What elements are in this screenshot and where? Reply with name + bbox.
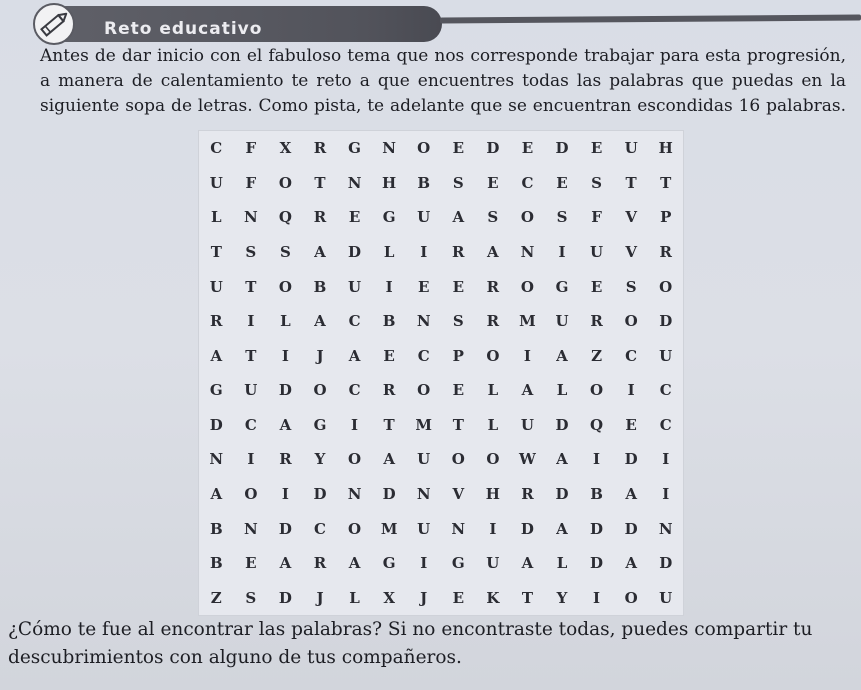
- grid-cell: F: [245, 139, 257, 158]
- grid-cell: D: [278, 588, 292, 607]
- grid-cell: T: [245, 277, 257, 296]
- grid-cell: I: [593, 450, 601, 469]
- grid-cell: I: [281, 484, 289, 503]
- grid-cell: E: [521, 139, 534, 158]
- grid-cell: S: [452, 173, 464, 192]
- grid-cell: G: [382, 554, 396, 573]
- grid-cell: L: [211, 208, 222, 227]
- grid-cell: I: [420, 242, 428, 261]
- grid-cell: G: [348, 139, 361, 158]
- grid-cell: C: [659, 415, 672, 434]
- grid-cell: U: [659, 588, 673, 607]
- grid-cell: C: [348, 312, 361, 331]
- grid-cell: I: [523, 346, 531, 365]
- grid-cell: M: [380, 519, 398, 538]
- question-line: descubrimientos con alguno de tus compañeros.: [8, 647, 462, 668]
- grid-cell: G: [209, 381, 223, 400]
- grid-cell: G: [382, 208, 396, 227]
- grid-cell: H: [658, 139, 673, 158]
- grid-cell: A: [314, 312, 326, 331]
- grid-cell: I: [662, 484, 670, 503]
- grid-cell: S: [245, 588, 257, 607]
- grid-cell: U: [624, 139, 638, 158]
- grid-cell: I: [593, 588, 601, 607]
- intro-line: a manera de calentamiento te reto a que encuentres todas las palabras que puedas en la: [40, 71, 846, 91]
- grid-cell: E: [625, 415, 637, 434]
- grid-cell: I: [281, 346, 289, 365]
- grid-cell: E: [383, 346, 395, 365]
- grid-cell: D: [209, 415, 223, 434]
- grid-cell: Q: [278, 208, 292, 227]
- grid-cell: U: [659, 346, 673, 365]
- grid-cell: Y: [556, 588, 568, 607]
- grid-cell: N: [243, 519, 258, 538]
- grid-cell: E: [348, 208, 361, 227]
- grid-cell: L: [556, 554, 568, 573]
- grid-cell: D: [348, 242, 362, 261]
- grid-cell: O: [417, 139, 431, 158]
- grid-cell: R: [452, 242, 465, 261]
- grid-cell: A: [348, 554, 361, 573]
- grid-cell: K: [486, 588, 500, 607]
- grid-cell: A: [279, 554, 292, 573]
- grid-cell: I: [558, 242, 566, 261]
- grid-cell: F: [245, 173, 257, 192]
- grid-cell: A: [625, 484, 637, 503]
- grid-cell: N: [347, 484, 362, 503]
- section-title: Reto educativo: [104, 19, 263, 39]
- grid-cell: X: [279, 139, 292, 158]
- grid-cell: R: [659, 242, 672, 261]
- grid-cell: I: [489, 519, 497, 538]
- grid-cell: S: [245, 242, 257, 261]
- grid-cell: D: [520, 519, 534, 538]
- grid-cell: G: [451, 554, 465, 573]
- grid-cell: O: [486, 346, 500, 365]
- grid-cell: R: [210, 312, 223, 331]
- grid-cell: S: [280, 242, 291, 261]
- grid-cell: D: [590, 519, 604, 538]
- grid-cell: O: [348, 519, 362, 538]
- grid-cell: A: [556, 450, 568, 469]
- grid-cell: A: [521, 381, 534, 400]
- grid-cell: R: [382, 381, 396, 400]
- grid-cell: T: [452, 415, 464, 434]
- grid-cell: B: [313, 277, 327, 296]
- grid-cell: T: [383, 415, 395, 434]
- intro-line: Antes de dar inicio con el fabuloso tema que nos corresponde trabajar para esta progresión,: [40, 46, 846, 66]
- grid-cell: L: [349, 588, 360, 607]
- grid-cell: C: [659, 381, 672, 400]
- grid-cell: T: [625, 173, 637, 192]
- grid-cell: A: [210, 484, 223, 503]
- grid-cell: D: [555, 415, 569, 434]
- grid-cell: D: [382, 484, 396, 503]
- grid-cell: W: [518, 450, 536, 469]
- grid-cell: N: [347, 173, 362, 192]
- grid-cell: C: [244, 415, 257, 434]
- word-search-grid: [198, 130, 684, 616]
- grid-cell: B: [209, 519, 223, 538]
- grid-cell: N: [382, 139, 396, 158]
- grid-cell: A: [348, 346, 361, 365]
- grid-cell: T: [210, 242, 222, 261]
- grid-cell: L: [556, 381, 568, 400]
- grid-cell: R: [313, 554, 327, 573]
- grid-cell: T: [314, 173, 326, 192]
- grid-cell: E: [590, 277, 603, 296]
- grid-cell: O: [520, 208, 534, 227]
- grid-cell: N: [243, 208, 258, 227]
- grid-cell: E: [487, 173, 499, 192]
- pencil-icon: [32, 2, 76, 46]
- grid-cell: Y: [314, 450, 326, 469]
- grid-cell: V: [625, 208, 637, 227]
- grid-cell: L: [487, 381, 499, 400]
- grid-cell: U: [590, 242, 604, 261]
- grid-cell: E: [452, 277, 464, 296]
- grid-cell: I: [247, 312, 255, 331]
- grid-cell: D: [659, 312, 673, 331]
- grid-cell: U: [486, 554, 500, 573]
- grid-cell: E: [590, 139, 603, 158]
- grid-cell: D: [486, 139, 500, 158]
- grid-cell: V: [625, 242, 637, 261]
- grid-cell: D: [278, 519, 292, 538]
- grid-cell: L: [280, 312, 291, 331]
- grid-cell: U: [209, 173, 223, 192]
- grid-cell: I: [662, 450, 670, 469]
- grid-cell: A: [279, 415, 292, 434]
- grid-cell: X: [383, 588, 395, 607]
- grid-cell: C: [521, 173, 534, 192]
- grid-cell: S: [487, 208, 499, 227]
- grid-cell: E: [452, 588, 464, 607]
- grid-cell: E: [245, 554, 257, 573]
- grid-cell: F: [591, 208, 602, 227]
- grid-cell: A: [521, 554, 534, 573]
- grid-cell: C: [348, 381, 361, 400]
- grid-cell: D: [624, 519, 638, 538]
- grid-cell: D: [590, 554, 604, 573]
- grid-cell: U: [348, 277, 362, 296]
- grid-cell: B: [382, 312, 396, 331]
- grid-cell: C: [625, 346, 638, 365]
- grid-cell: O: [486, 450, 500, 469]
- grid-cell: E: [417, 277, 430, 296]
- grid-cell: R: [486, 312, 500, 331]
- grid-cell: A: [314, 242, 326, 261]
- grid-cell: Q: [590, 415, 604, 434]
- grid-cell: I: [627, 381, 635, 400]
- grid-cell: C: [210, 139, 223, 158]
- grid-cell: E: [556, 173, 568, 192]
- grid-cell: P: [452, 346, 464, 365]
- grid-cell: J: [316, 588, 324, 607]
- grid-cell: S: [556, 208, 568, 227]
- grid-cell: N: [451, 519, 466, 538]
- grid-cell: Z: [210, 588, 222, 607]
- grid-cell: I: [247, 450, 255, 469]
- grid-cell: R: [521, 484, 534, 503]
- grid-cell: T: [521, 588, 533, 607]
- grid-cell: I: [385, 277, 393, 296]
- grid-cell: D: [659, 554, 673, 573]
- grid-cell: D: [624, 450, 638, 469]
- grid-cell: M: [519, 312, 536, 331]
- grid-cell: O: [313, 381, 327, 400]
- grid-cell: L: [487, 415, 499, 434]
- grid-cell: M: [415, 415, 433, 434]
- grid-cell: J: [420, 588, 428, 607]
- grid-cell: D: [278, 381, 292, 400]
- grid-cell: R: [313, 208, 327, 227]
- grid-cell: S: [452, 312, 464, 331]
- grid-cell: H: [485, 484, 500, 503]
- grid-cell: P: [660, 208, 672, 227]
- grid-cell: U: [417, 450, 431, 469]
- grid-cell: U: [555, 312, 569, 331]
- grid-cell: O: [451, 450, 465, 469]
- grid-cell: T: [245, 346, 257, 365]
- grid-cell: R: [590, 312, 603, 331]
- grid-cell: I: [420, 554, 428, 573]
- grid-cell: D: [555, 484, 569, 503]
- grid-cell: C: [417, 346, 430, 365]
- grid-cell: S: [625, 277, 637, 296]
- grid-cell: O: [417, 381, 431, 400]
- grid-cell: D: [313, 484, 327, 503]
- grid-cell: G: [313, 415, 327, 434]
- grid-cell: L: [383, 242, 395, 261]
- grid-cell: N: [416, 312, 431, 331]
- grid-cell: O: [348, 450, 362, 469]
- grid-cell: O: [278, 277, 292, 296]
- grid-cell: B: [590, 484, 603, 503]
- header-rule: [440, 15, 861, 24]
- grid-cell: O: [624, 312, 638, 331]
- grid-cell: U: [417, 519, 431, 538]
- grid-cell: U: [244, 381, 258, 400]
- question-line: ¿Cómo te fue al encontrar las palabras? Si no encontraste todas, puedes compartir tu: [8, 619, 813, 640]
- grid-cell: Z: [591, 346, 603, 365]
- grid-cell: O: [590, 381, 604, 400]
- grid-cell: A: [487, 242, 499, 261]
- grid-cell: G: [555, 277, 569, 296]
- grid-cell: E: [452, 139, 464, 158]
- grid-cell: R: [486, 277, 500, 296]
- grid-cell: O: [244, 484, 258, 503]
- intro-paragraph: [40, 44, 846, 119]
- grid-cell: E: [452, 381, 464, 400]
- grid-cell: I: [351, 415, 359, 434]
- intro-line: siguiente sopa de letras. Como pista, te adelante que se encuentran escondidas 16 palabras.: [40, 96, 846, 116]
- grid-cell: J: [316, 346, 324, 365]
- grid-cell: O: [520, 277, 534, 296]
- grid-cell: A: [556, 519, 568, 538]
- grid-cell: C: [314, 519, 326, 538]
- grid-cell: S: [591, 173, 602, 192]
- grid-cell: T: [660, 173, 672, 192]
- grid-cell: N: [209, 450, 224, 469]
- grid-cell: D: [555, 139, 569, 158]
- grid-cell: B: [417, 173, 431, 192]
- grid-cell: A: [210, 346, 223, 365]
- grid-cell: O: [624, 588, 638, 607]
- grid-cell: U: [209, 277, 223, 296]
- grid-cell: U: [417, 208, 431, 227]
- grid-cell: A: [452, 208, 465, 227]
- grid-cell: O: [278, 173, 292, 192]
- grid-cell: B: [209, 554, 223, 573]
- grid-cell: A: [383, 450, 395, 469]
- grid-cell: V: [452, 484, 465, 503]
- grid-cell: A: [556, 346, 568, 365]
- closing-question: [8, 616, 861, 672]
- grid-cell: N: [658, 519, 673, 538]
- grid-cell: N: [520, 242, 535, 261]
- grid-cell: R: [313, 139, 327, 158]
- grid-cell: U: [520, 415, 534, 434]
- grid-cell: R: [279, 450, 292, 469]
- grid-cell: H: [382, 173, 397, 192]
- grid-cell: O: [659, 277, 673, 296]
- grid-cell: A: [625, 554, 637, 573]
- grid-cell: N: [416, 484, 431, 503]
